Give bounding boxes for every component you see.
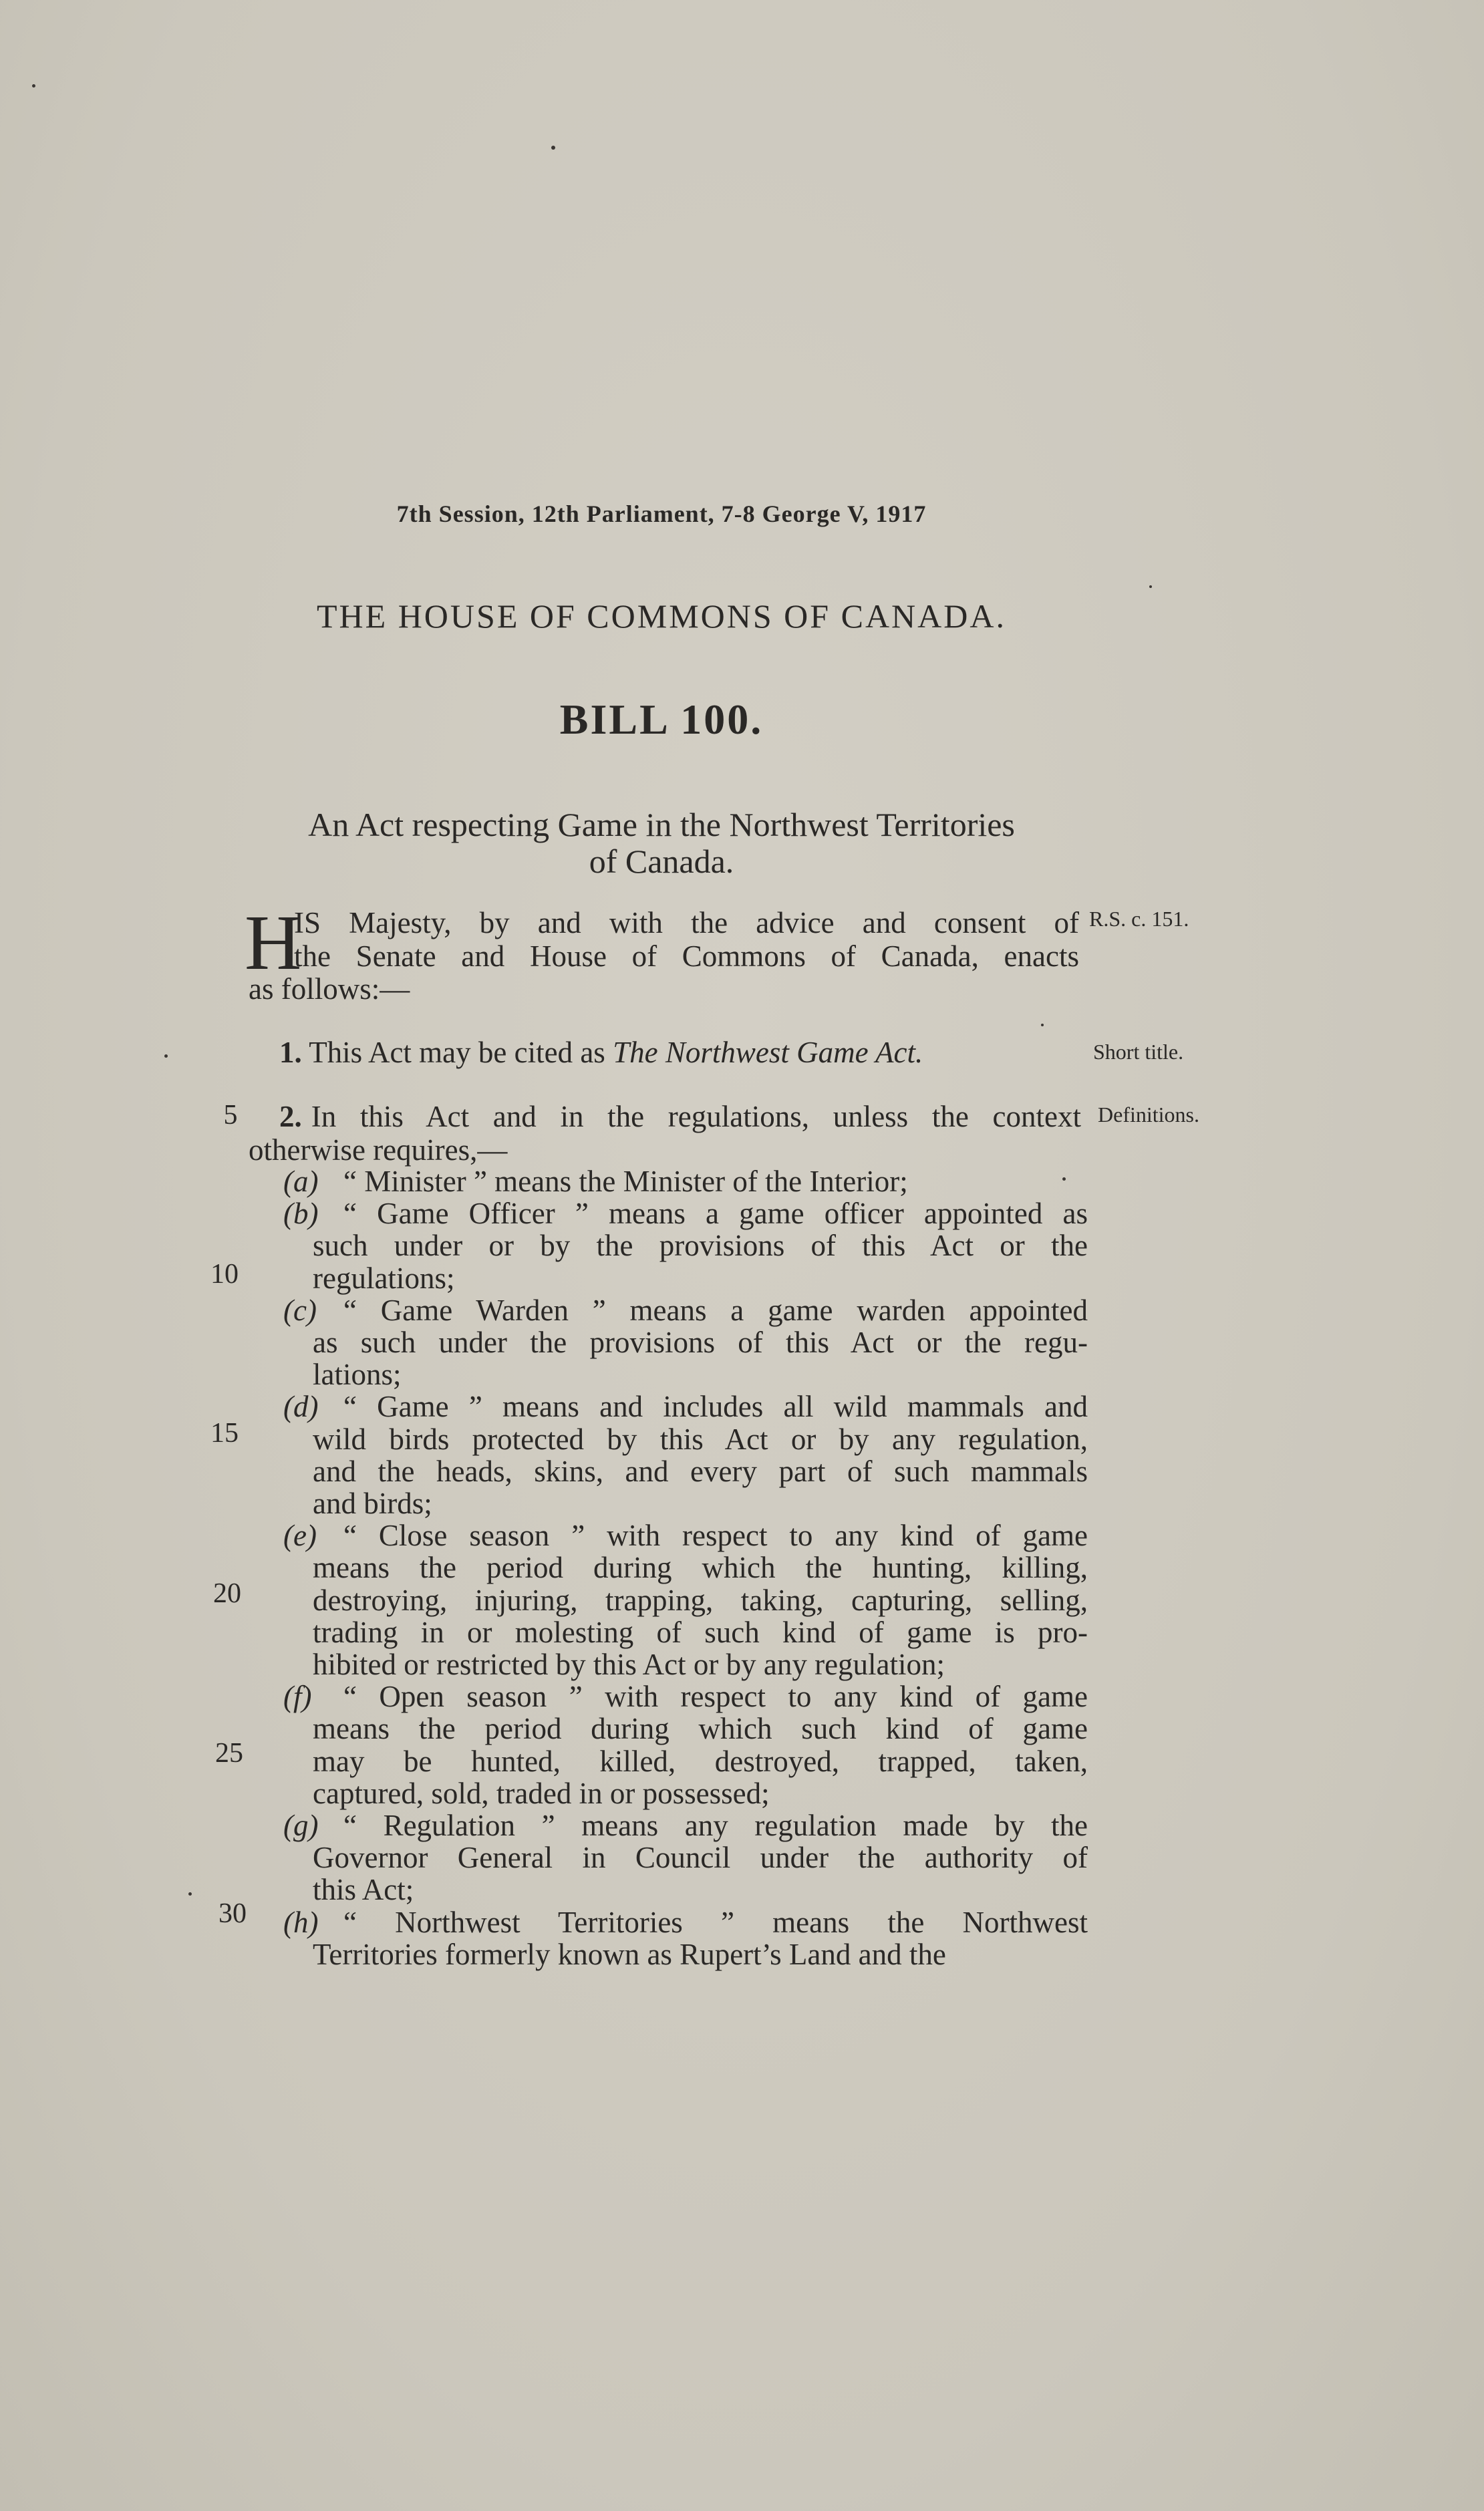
line-number-5: 5 bbox=[223, 1100, 238, 1131]
scan-speck bbox=[164, 1054, 168, 1058]
scan-speck bbox=[551, 146, 555, 150]
definition-line: “ Close season ” with respect to any kind of game bbox=[343, 1519, 1088, 1553]
scan-speck bbox=[32, 84, 35, 88]
definition-line: destroying, injuring, trapping, taking, capturing, selling, bbox=[313, 1583, 1088, 1617]
preamble-dropcap: H bbox=[245, 899, 302, 986]
definition-line: this Act; bbox=[313, 1873, 414, 1907]
definition-line: Territories formerly known as Rupert’s Land and the bbox=[313, 1937, 946, 1971]
definition-line: such under or by the provisions of this Act or the bbox=[313, 1229, 1088, 1263]
definition-label: (c) bbox=[283, 1293, 317, 1327]
scan-speck bbox=[1149, 585, 1152, 588]
line-number-10: 10 bbox=[210, 1259, 239, 1290]
margin-note-definitions: Definitions. bbox=[1098, 1102, 1199, 1127]
scan-speck bbox=[1062, 1177, 1066, 1181]
section-2-number: 2. bbox=[279, 1100, 302, 1133]
preamble-line-2: the Senate and House of Commons of Canada, enacts bbox=[294, 939, 1079, 973]
scan-speck bbox=[188, 1892, 192, 1896]
line-number-20: 20 bbox=[213, 1578, 241, 1609]
house-heading: THE HOUSE OF COMMONS OF CANADA. bbox=[317, 597, 1006, 635]
definition-label: (g) bbox=[283, 1809, 319, 1842]
line-number-25: 25 bbox=[215, 1738, 243, 1769]
section-1-number: 1. bbox=[279, 1036, 302, 1069]
definition-line: wild birds protected by this Act or by any regulation, bbox=[313, 1422, 1088, 1456]
bill-number: BILL 100. bbox=[559, 696, 764, 743]
definition-line: means the period during which the hunting, killing, bbox=[313, 1551, 1088, 1585]
definition-line: hibited or restricted by this Act or by any regulation; bbox=[313, 1648, 945, 1681]
definition-line: means the period during which such kind of game bbox=[313, 1712, 1088, 1746]
definition-line: “ Game Officer ” means a game officer appointed as bbox=[343, 1197, 1088, 1231]
definition-label: (d) bbox=[283, 1390, 319, 1424]
margin-note-rs: R.S. c. 151. bbox=[1089, 907, 1189, 931]
definition-line: regulations; bbox=[313, 1261, 455, 1295]
line-number-30: 30 bbox=[218, 1898, 247, 1929]
scan-speck bbox=[1041, 1024, 1044, 1026]
definition-label: (h) bbox=[283, 1905, 319, 1939]
definition-line: captured, sold, traded in or possessed; bbox=[313, 1776, 770, 1810]
act-title-line-2: of Canada. bbox=[589, 843, 734, 880]
definition-line: trading in or molesting of such kind of game is pro- bbox=[313, 1615, 1088, 1649]
line-number-15: 15 bbox=[210, 1418, 239, 1449]
definition-line: and birds; bbox=[313, 1487, 432, 1520]
act-title-line-1: An Act respecting Game in the Northwest Territories bbox=[308, 806, 1015, 843]
definition-line: “ Minister ” means the Minister of the Interior; bbox=[343, 1165, 908, 1198]
section-1-act-name: The Northwest Game Act. bbox=[613, 1036, 923, 1069]
definition-line: and the heads, skins, and every part of such mammals bbox=[313, 1454, 1088, 1488]
section-1 bbox=[279, 1036, 923, 1068]
definition-line: as such under the provisions of this Act or the regu- bbox=[313, 1326, 1088, 1359]
definition-line: “ Northwest Territories ” means the Northwest bbox=[343, 1905, 1088, 1939]
section-2-line-1 bbox=[279, 1100, 1081, 1133]
section-2-line-2: otherwise requires,— bbox=[249, 1133, 508, 1167]
definition-label: (e) bbox=[283, 1519, 317, 1553]
preamble-line-1: IS Majesty, by and with the advice and consent of bbox=[294, 906, 1079, 939]
definition-line: “ Game ” means and includes all wild mammals and bbox=[343, 1390, 1088, 1424]
definition-label: (a) bbox=[283, 1165, 319, 1198]
definition-line: “ Open season ” with respect to any kind of game bbox=[343, 1680, 1088, 1714]
margin-note-short-title: Short title. bbox=[1093, 1040, 1184, 1064]
section-1-text: This Act may be cited as bbox=[309, 1036, 613, 1069]
definition-line: lations; bbox=[313, 1358, 402, 1392]
definition-line: “ Game Warden ” means a game warden appointed bbox=[343, 1293, 1088, 1327]
session-header: 7th Session, 12th Parliament, 7-8 George V, 1917 bbox=[396, 500, 927, 527]
preamble-line-3: as follows:— bbox=[249, 972, 410, 1006]
definition-label: (f) bbox=[283, 1680, 312, 1714]
definition-line: Governor General in Council under the authority of bbox=[313, 1841, 1088, 1875]
definition-line: may be hunted, killed, destroyed, trapped, taken, bbox=[313, 1744, 1088, 1778]
section-2-text: In this Act and in the regulations, unless the context bbox=[311, 1100, 1081, 1133]
definition-line: “ Regulation ” means any regulation made by the bbox=[343, 1809, 1088, 1842]
definition-label: (b) bbox=[283, 1197, 319, 1231]
